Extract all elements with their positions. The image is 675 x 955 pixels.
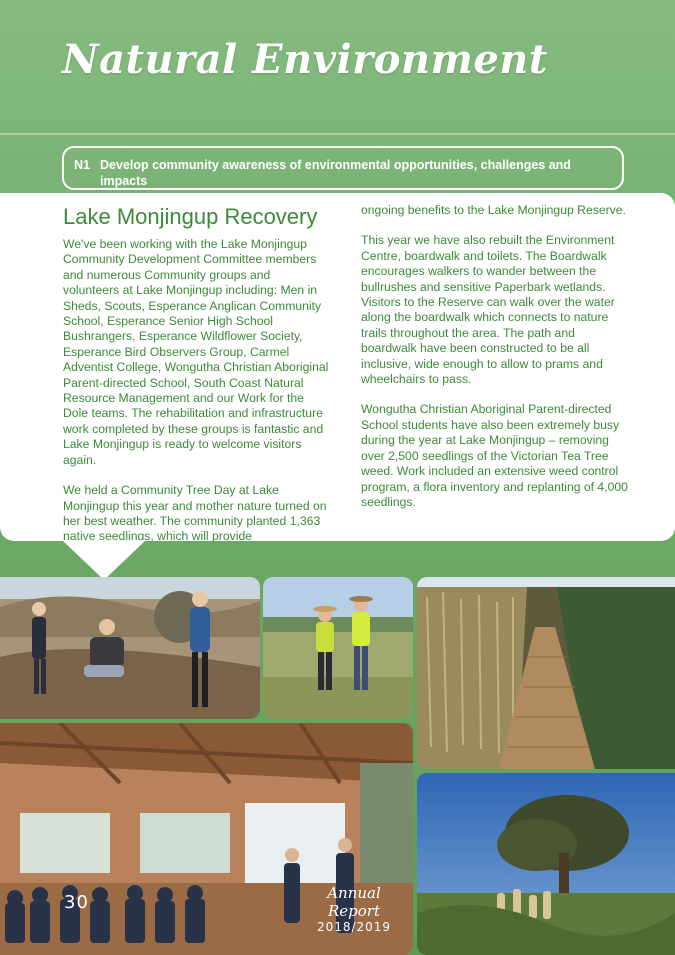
- objective-box: [62, 146, 624, 190]
- callout-pointer: [62, 540, 146, 580]
- article-column-right: [361, 203, 631, 525]
- article-paragraph: Wongutha Christian Aboriginal Parent-directed School students have also been extremely busy during the year at Lake Monjingup – removing over 2,500 seedlings of the Victorian Tea Tree weed. Work included an extensive weed control program, a flora inventory and replanting of 4,000 seedlings.: [361, 402, 628, 509]
- photo-banksia-tree: [417, 773, 675, 955]
- photo-tree-planting: [0, 577, 260, 719]
- article-column-left: [63, 203, 329, 560]
- article-paragraph: We held a Community Tree Day at Lake Monjingup this year and mother nature turned on her best weather. The community planted 1,363 native seedlings, which will provide: [63, 483, 327, 544]
- report-title: Annual Report: [327, 884, 381, 920]
- objective-text: Develop community awareness of environmental opportunities, challenges and impacts: [100, 158, 571, 188]
- report-years: 2018/2019: [316, 920, 392, 934]
- article-paragraph: We've been working with the Lake Monjingup Community Development Committee members and numerous Community groups and volunteers at Lake Monjingup including: Men in Sheds, Scouts, Esperance Anglican Community School, Esperance Senior High School Bushrangers, Esperance Wildflower Society, Esperance Bird Observers Group, Carmel Adventist College, Wongutha Christian Aboriginal Parent-directed School, South Coast Natural Resource Management and our Work for the Dole teams. The rehabilitation and infrastructure work completed by these groups is fantastic and Lake Monjingup is ready to welcome visitors again.: [63, 237, 329, 467]
- page-number: 30: [64, 892, 89, 913]
- title-divider: [0, 133, 675, 135]
- article-heading: Lake Monjingup Recovery: [63, 204, 318, 229]
- page-title: Natural Environment: [62, 36, 548, 83]
- article-paragraph: This year we have also rebuilt the Environment Centre, boardwalk and toilets. The Boardwalk encourages walkers to wander between the bullrushes and sensitive Paperbark wetlands. Visitors to the Reserve can walk over the water along the boardwalk which connects to nature trails throughout the area. The path and boardwalk have been constructed to be all inclusive, wide enough to allow to prams and wheelchairs to pass.: [361, 233, 615, 387]
- article-card: [0, 193, 675, 544]
- photo-boardwalk: [417, 577, 675, 769]
- objective-code: N1: [74, 158, 90, 172]
- article-paragraph: ongoing benefits to the Lake Monjingup Reserve.: [361, 203, 626, 217]
- report-badge: [304, 884, 404, 934]
- photo-two-volunteers: [263, 577, 413, 719]
